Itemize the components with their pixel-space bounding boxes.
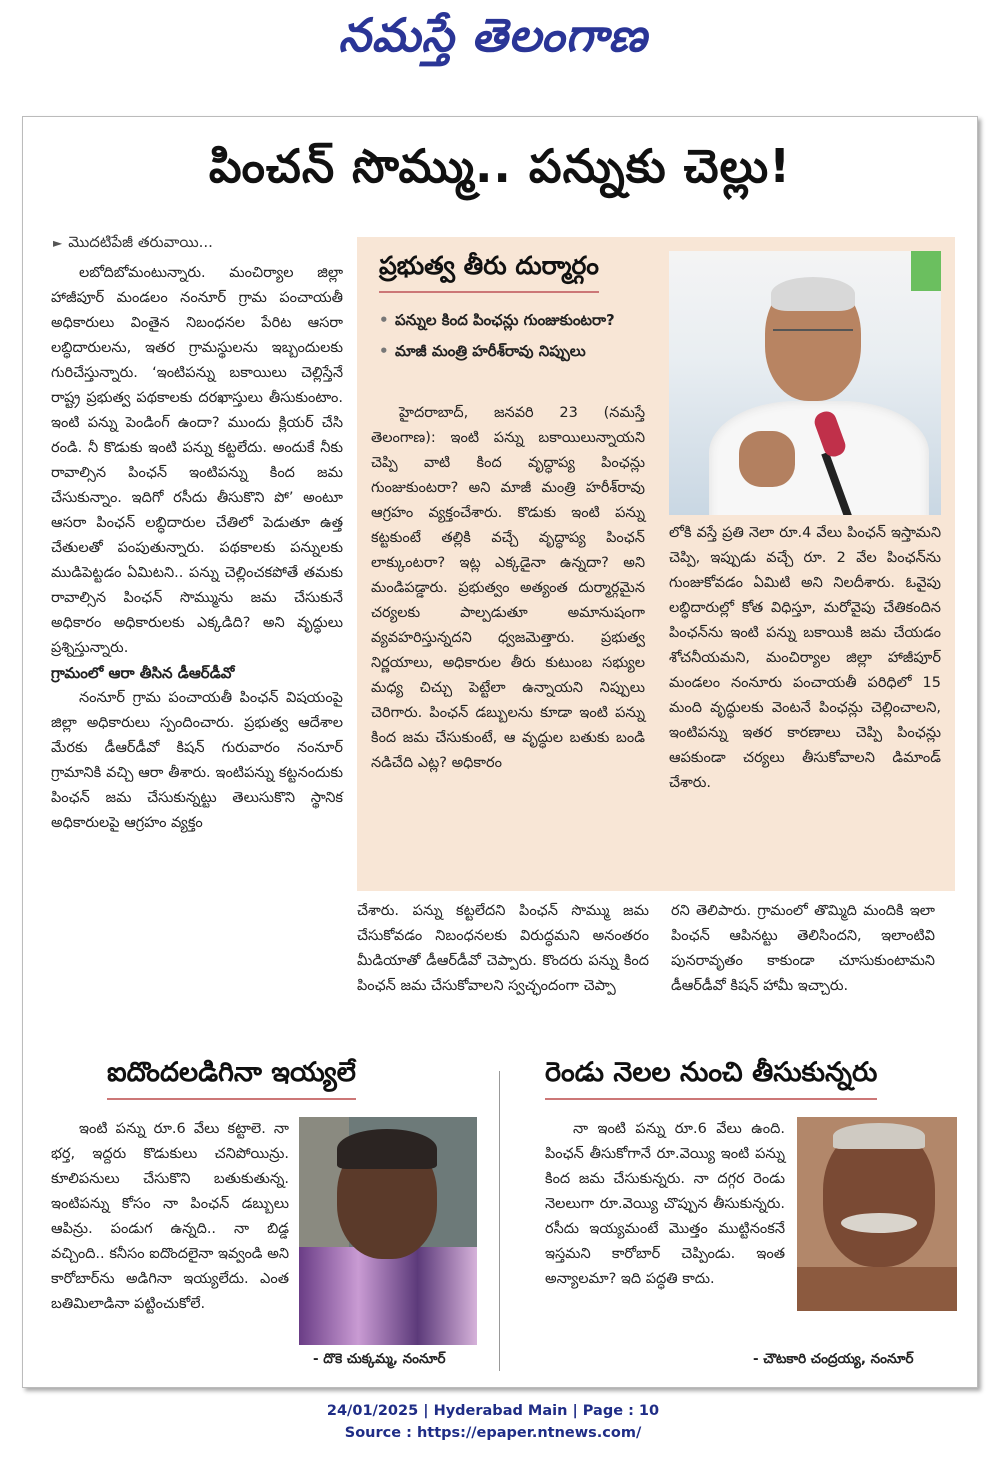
right-column-continued (671, 899, 935, 999)
left-subhead: గ్రామంలో ఆరా తీసిన డీఆర్‌డీవో (51, 664, 235, 682)
sidebar-body (371, 401, 645, 776)
middle-paragraph: చేశారు. పన్ను కట్టలేదని పింఛన్ సొమ్ము జమ చేసుకోవడం నిబంధనలకు విరుద్ధమని అనంతరం మీడియాతో డీఆర్‌డీవో చెప్పారు. కొందరు పన్ను కింద పింఛన్ జమ చేసుకోవాలని స్వచ్ఛందంగా చెప్పా (357, 903, 649, 994)
story3-byline: - చౌటకారి చంద్రయ్య, నంనూర్ (753, 1351, 914, 1367)
story3-text: నా ఇంటి పన్ను రూ.6 వేలు ఉంది. పింఛన్ తీసుకోగానే రూ.వెయ్యి ఇంటి పన్ను కింద జమ చేసుకున్నరు. నా దగ్గర రెండు నెలలుగా రూ.వెయ్యి చొప్పున తీసుకున్నరు. రసీదు ఇయ్యమంటే మొత్తం ముట్టినంకనే ఇస్తమని కారోబార్ చెప్పిండు. ఇంత అన్యాలమా? ఇది పద్ధతి కాదు. (545, 1121, 785, 1287)
footer (0, 1400, 986, 1444)
headline: పించన్ సొమ్ము.. పన్నుకు చెల్లు! (208, 139, 792, 193)
sidebar-title: ప్రభుత్వ తీరు దుర్మార్గం (379, 251, 599, 293)
left-column (51, 261, 343, 836)
sidebar-bullets (375, 307, 645, 369)
continued-from-front (53, 233, 213, 255)
sidebar-right-text (669, 521, 941, 796)
masthead (0, 8, 986, 78)
chevron-right-icon: ► (53, 236, 63, 250)
story3-title: రెండు నెలల నుంచి తీసుకున్నరు (545, 1057, 877, 1100)
right-paragraph: రని తెలిపారు. గ్రామంలో తొమ్మిది మందికి ఇలా పింఛన్ ఆపినట్టు తెలిసిందని, ఇలాంటివి పునరావృతం కాకుండా చూసుకుంటామని డీఆర్‌డీవో కిషన్ హామీ ఇచ్చారు. (671, 903, 935, 994)
continued-label: మొదటిపేజీ తరువాయి... (68, 233, 213, 251)
middle-column-continued (357, 899, 649, 999)
masthead-logo-text: నమస్తే తెలంగాణ (338, 8, 648, 62)
sidebar-bullet-1: • పన్నుల కింద పింఛన్లు గుంజుకుంటరా? (375, 307, 645, 334)
story3-body (545, 1117, 785, 1292)
sidebar-bullet-2: • మాజీ మంత్రి హరీశ్‌రావు నిప్పులు (375, 338, 645, 365)
column-divider (499, 1071, 500, 1371)
story2-body (51, 1117, 289, 1317)
sidebar-body-text: హైదరాబాద్, జనవరి 23 (నమస్తే తెలంగాణ): ఇంటి పన్ను బకాయిలున్నాయని చెప్పి వాటి కింద వృద్ధాప్య పింఛన్లు గుంజుకుంటరా? అని మాజీ మంత్రి హరీశ్‌రావు ఆగ్రహం వ్యక్తంచేశారు. కొడుకు ఇంటి పన్ను కట్టకుంటే తల్లికి వచ్చే వృద్ధాప్య పింఛన్ లాక్కుంటరా? ఇట్ల ఎక్కడైనా ఉన్నదా? అని మండిపడ్డారు. ప్రభుత్వం అత్యంత దుర్మార్గమైన చర్యలకు పాల్పడుతూ అమానుషంగా వ్యవహరిస్తున్నదని ధ్వజమెత్తారు. ప్రభుత్వ నిర్ణయాలు, అధికారుల తీరు కుటుంబ సభ్యుల మధ్య చిచ్చు పెట్టేలా ఉన్నాయని నిప్పులు చెరిగారు. పింఛన్ డబ్బులను కూడా ఇంటి పన్ను కింద జమ చేసుకుంటే, ఆ వృద్ధుల బతుకు బండి నడిచేది ఎట్ల? అధికారం (371, 405, 645, 771)
harish-rao-photo (669, 251, 941, 515)
story2-byline: - దొకె చుక్కమ్మ, నంనూర్ (313, 1351, 446, 1367)
article-frame (22, 116, 978, 1388)
harish-rao-sidebar-box (357, 237, 955, 891)
chandraiah-photo (797, 1117, 957, 1311)
footer-date-edition: 24/01/2025 | Hyderabad Main | Page : 10 (326, 1403, 660, 1419)
sidebar-right-paragraph: లోకి వస్తే ప్రతి నెలా రూ.4 వేలు పింఛన్ ఇస్తామని చెప్పి, ఇప్పుడు వచ్చే రూ. 2 వేల పింఛన్‌ను గుంజుకోవడం ఏమిటి అని నిలదీశారు. ఓవైపు లబ్ధిదారుల్లో కోత విధిస్తూ, మరోవైపు చేతికందిన పింఛన్‌ను ఇంటి పన్ను బకాయికి జమ చేయడం శోచనీయమని, మంచిర్యాల జిల్లా హాజీపూర్ మండలం నంనూరు పంచాయతీ పరిధిలో 15 మంది వృద్ధులకు వెంటనే పింఛన్లు చెల్లించాలని, ఇంటిపన్ను ఇతర కారణాలు చెప్పి పింఛన్లు ఆపకుండా చర్యలు తీసుకోవాలని డిమాండ్ చేశారు. (669, 525, 941, 791)
story2-text: ఇంటి పన్ను రూ.6 వేలు కట్టాలె. నా భర్త, ఇద్దరు కొడుకులు చనిపోయిన్రు. కూలిపనులు చేసుకొని బతుకుతున్న. ఇంటిపన్ను కోసం నా పింఛన్ డబ్బులు ఆపిన్రు. పండుగ ఉన్నది.. నా బిడ్డ వచ్చింది.. కనీసం ఐదొందలైనా ఇవ్వండి అని కారోబార్‌ను అడిగినా ఇయ్యలేదు. ఎంత బతిమిలాడినా పట్టించుకోలే. (51, 1121, 289, 1312)
left-paragraph-1: లబోదిబోమంటున్నారు. మంచిర్యాల జిల్లా హాజీపూర్ మండలం నంనూర్ గ్రామ పంచాయతీ అధికారులు వింతైన నిబంధనల పేరిట ఆసరా లబ్ధిదారులను, ఇతర గ్రామస్థులను ఇబ్బందులకు గురిచేస్తున్నారు. ‘ఇంటిపన్ను బకాయిలు చెల్లిస్తేనే రాష్ట్ర ప్రభుత్వ పథకాలకు దరఖాస్తులు తీసుకుంటాం. ఇంటి పన్ను పెండింగ్ ఉందా? ముందు క్లియర్ చేసి రండి. నీ కొడుకు ఇంటి పన్ను కట్టలేదు. అందుకే నీకు రావాల్సిన పింఛన్ ఇంటిపన్ను కింద జమ చేసుకున్నాం. ఇదిగో రసీదు తీసుకొని పో’ అంటూ ఆసరా పింఛన్ లబ్ధిదారుల చేతిలో పెడుతూ ఉత్త చేతులతో పంపుతున్నారు. పథకాలకు పన్నులకు ముడిపెట్టడం ఏమిటని.. పన్ను చెల్లించకపోతే తమకు రావాల్సిన పింఛన్ సొమ్మును జమ చేసుకునే అధికారం అధికారులకు ఎక్కడిది? అని వృద్ధులు ప్రశ్నిస్తున్నారు. (51, 265, 343, 656)
footer-source-link[interactable]: Source : https://epaper.ntnews.com/ (344, 1425, 642, 1441)
left-paragraph-2: నంనూర్ గ్రామ పంచాయతీ పింఛన్ విషయంపై జిల్లా అధికారులు స్పందించారు. ప్రభుత్వ ఆదేశాల మేరకు డీఆర్‌డీవో కిషన్ గురువారం నంనూర్ గ్రామానికి వచ్చి ఆరా తీశారు. ఇంటిపన్ను కట్టనందుకు పింఛన్ జమ చేసుకున్నట్టు తెలుసుకొని స్థానిక అధికారులపై ఆగ్రహం వ్యక్తం (51, 690, 343, 831)
story2-title: ఐదొందలడిగినా ఇయ్యలే (107, 1057, 356, 1100)
chukkamma-photo (299, 1117, 477, 1345)
